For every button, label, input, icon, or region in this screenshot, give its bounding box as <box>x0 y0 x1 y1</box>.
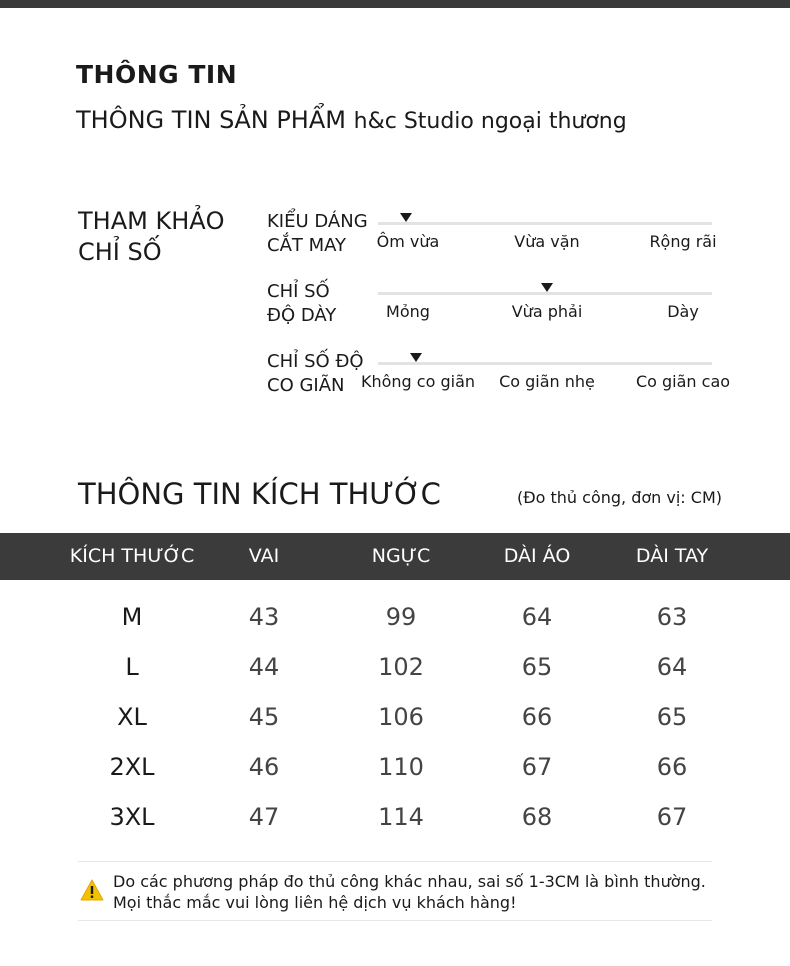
header-chest: NGỰC <box>371 545 431 567</box>
ref-label <box>267 210 368 258</box>
scale-option: Rộng rãi <box>649 232 717 251</box>
info-heading: THÔNG TIN <box>76 60 238 89</box>
cell-shoulder: 46 <box>248 753 280 781</box>
size-table-header <box>0 533 790 580</box>
cell-sleeve: 67 <box>656 803 688 831</box>
warning-icon <box>80 879 104 901</box>
disclaimer-line1: Do các phương pháp đo thủ công khác nhau, sai số 1-3CM là bình thường. <box>113 872 706 891</box>
header-sleeve: DÀI TAY <box>635 545 709 567</box>
ref-row-thickness <box>0 280 790 340</box>
selected-marker-icon <box>410 353 422 362</box>
table-row <box>0 792 790 842</box>
cell-size: XL <box>117 703 147 731</box>
product-subtitle <box>76 106 627 134</box>
cell-length: 64 <box>521 603 553 631</box>
scale-option: Co giãn nhẹ <box>499 372 595 391</box>
cell-shoulder: 44 <box>248 653 280 681</box>
table-row <box>0 692 790 742</box>
cell-length: 68 <box>521 803 553 831</box>
ref-label-line2: ĐỘ DÀY <box>267 305 337 326</box>
disclaimer-box <box>78 861 712 921</box>
scale-track <box>378 292 712 295</box>
cell-size: M <box>121 603 143 631</box>
ref-label-line2: CO GIÃN <box>267 375 345 396</box>
size-info-note: (Đo thủ công, đơn vị: CM) <box>517 488 722 507</box>
cell-size: 2XL <box>109 753 155 781</box>
cell-chest: 106 <box>378 703 424 731</box>
reference-title-line2: CHỈ SỐ <box>78 238 162 266</box>
table-row <box>0 642 790 692</box>
scale-option: Vừa phải <box>511 302 583 321</box>
scale-option: Mỏng <box>386 302 430 321</box>
scale-option: Vừa vặn <box>514 232 580 251</box>
cell-chest: 110 <box>378 753 424 781</box>
scale-track <box>378 362 712 365</box>
cell-size: L <box>125 653 139 681</box>
cell-shoulder: 45 <box>248 703 280 731</box>
scale-option: Không co giãn <box>360 372 476 391</box>
ref-row-fit <box>0 210 790 270</box>
cell-length: 65 <box>521 653 553 681</box>
header-size: KÍCH THƯỚC <box>69 545 195 567</box>
cell-shoulder: 47 <box>248 803 280 831</box>
size-info-title: THÔNG TIN KÍCH THƯỚC <box>78 477 441 511</box>
cell-chest: 114 <box>378 803 424 831</box>
brand-name: h&c Studio ngoại thương <box>353 109 627 134</box>
ref-label-line2: CẮT MAY <box>267 235 347 256</box>
reference-title-line1: THAM KHẢO <box>78 207 225 235</box>
table-row <box>0 592 790 642</box>
ref-label-line1: KIỂU DÁNG <box>267 211 368 232</box>
cell-sleeve: 63 <box>656 603 688 631</box>
ref-label <box>267 280 336 328</box>
ref-label-line1: CHỈ SỐ <box>267 281 330 302</box>
cell-length: 66 <box>521 703 553 731</box>
disclaimer-text <box>113 871 706 913</box>
cell-sleeve: 64 <box>656 653 688 681</box>
table-row <box>0 742 790 792</box>
cell-chest: 99 <box>385 603 417 631</box>
scale-option: Ôm vừa <box>376 232 440 251</box>
scale-track <box>378 222 712 225</box>
header-shoulder: VAI <box>248 545 280 567</box>
disclaimer-line2: Mọi thắc mắc vui lòng liên hệ dịch vụ khách hàng! <box>113 893 517 912</box>
cell-size: 3XL <box>109 803 155 831</box>
scale-option: Dày <box>667 302 699 321</box>
cell-sleeve: 66 <box>656 753 688 781</box>
cell-shoulder: 43 <box>248 603 280 631</box>
ref-row-stretch <box>0 350 790 410</box>
top-divider-bar <box>0 0 790 8</box>
ref-label-line1: CHỈ SỐ ĐỘ <box>267 351 364 372</box>
selected-marker-icon <box>541 283 553 292</box>
header-length: DÀI ÁO <box>503 545 571 567</box>
cell-length: 67 <box>521 753 553 781</box>
cell-sleeve: 65 <box>656 703 688 731</box>
scale-option: Co giãn cao <box>635 372 731 391</box>
product-label: THÔNG TIN SẢN PHẨM <box>76 106 346 134</box>
ref-label <box>267 350 364 398</box>
selected-marker-icon <box>400 213 412 222</box>
cell-chest: 102 <box>378 653 424 681</box>
